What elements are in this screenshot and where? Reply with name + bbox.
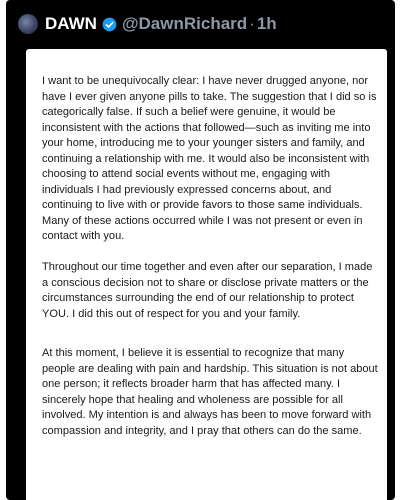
post-header <box>18 11 277 37</box>
separator-dot: · <box>249 14 255 33</box>
statement-paragraph-3: At this moment, I believe it is essential to recognize that many people are dealing with pain and hardship. This situation is not about one person; it reflects broader harm that has affected many. I sincerely hope that healing and wholeness are possible for all involved. My intention is and always has been to move forward with compassion and integrity, and I pray that others can do the same. <box>42 347 378 437</box>
statement-paragraph-1: I want to be unequivocally clear: I have never drugged anyone, nor have I ever given anyone pills to take. The suggestion that I did so is categorically false. If such a belief were genuine, it would be inconsistent with the actions that followed—such as inviting me into your home, introducing me to your younger sisters and family, and continuing a relationship with me. It would also be inconsistent with choosing to attend social events without me, engaging with individuals I had previously expressed concerns about, and continuing to live with or provide favors to those same individuals. Many of these actions occurred while I was not present or even in contact with you. <box>42 75 377 242</box>
post-container <box>6 0 395 500</box>
verified-badge-icon <box>102 17 117 32</box>
post-time[interactable]: 1h <box>256 14 277 33</box>
statement-image[interactable] <box>26 49 387 500</box>
author-name[interactable]: DAWN <box>45 14 97 33</box>
statement-paragraph-2: Throughout our time together and even after our separation, I made a conscious decision not to share or disclose private matters or the circumstances surrounding the end of our relationship to protect YOU. I did this out of respect for you and your family. <box>42 261 373 320</box>
author-handle[interactable]: @DawnRichard <box>121 14 248 33</box>
avatar[interactable] <box>18 14 38 34</box>
